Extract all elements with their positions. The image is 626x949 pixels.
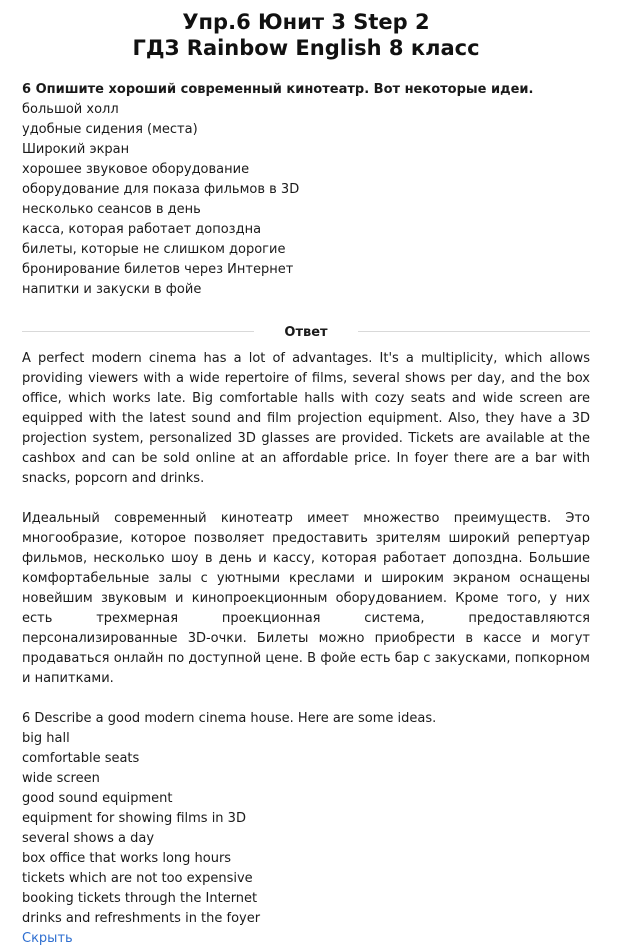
- list-item: оборудование для показа фильмов в 3D: [22, 182, 300, 197]
- list-item: билеты, которые не слишком дорогие: [22, 242, 286, 257]
- hide-translation-link[interactable]: Скрыть: [22, 931, 73, 946]
- list-item: большой холл: [22, 102, 119, 117]
- answer-text-english: A perfect modern cinema has a lot of advantages. It's a multiplicity, which allows providing viewers with a wide repertoire of films, several shows per day, and the box office, which works late. Big comfortable halls with cozy seats and wide screen are equipped with the latest sound and film projection equipment. Also, they have a 3D projection system, personalized 3D glasses are provided. Tickets are available at the cashbox and can be sold online at an affordable price. In foyer there are a bar with snacks, popcorn and drinks.: [22, 351, 590, 486]
- answer-label: Ответ: [276, 323, 335, 343]
- page-content: [22, 0, 590, 949]
- list-item: comfortable seats: [22, 751, 140, 766]
- list-item: несколько сеансов в день: [22, 202, 201, 217]
- list-item: drinks and refreshments in the foyer: [22, 911, 261, 926]
- list-item: напитки и закуски в фойе: [22, 282, 202, 297]
- list-item: хорошее звуковое оборудование: [22, 162, 250, 177]
- title-line-2: ГДЗ Rainbow English 8 класс: [132, 36, 480, 60]
- list-item: Широкий экран: [22, 142, 130, 157]
- list-item: tickets which are not too expensive: [22, 871, 253, 886]
- list-item: бронирование билетов через Интернет: [22, 262, 294, 277]
- task-english: [22, 709, 590, 949]
- task-english-heading: 6 Describe a good modern cinema house. Here are some ideas.: [22, 711, 437, 726]
- list-item: equipment for showing films in 3D: [22, 811, 246, 826]
- answer-divider: [22, 321, 590, 341]
- title-line-1: Упр.6 Юнит 3 Step 2: [182, 10, 430, 34]
- list-item: удобные сидения (места): [22, 122, 198, 137]
- page-title: [22, 9, 590, 61]
- list-item: касса, которая работает допоздна: [22, 222, 262, 237]
- task-russian: [22, 80, 590, 300]
- list-item: box office that works long hours: [22, 851, 232, 866]
- task-russian-heading: 6 Опишите хороший современный кинотеатр. Вот некоторые идеи.: [22, 82, 534, 97]
- divider-line-left: [22, 331, 254, 332]
- list-item: booking tickets through the Internet: [22, 891, 258, 906]
- list-item: big hall: [22, 731, 70, 746]
- divider-line-right: [358, 331, 590, 332]
- answer-text-russian: Идеальный современный кинотеатр имеет множество преимуществ. Это многообразие, которое позволяет предоставить зрителям широкий репертуар фильмов, несколько шоу в день и кассу, которая работает допоздна. Большие комфортабельные залы с уютными креслами и широким экраном оснащены новейшим звуковым и кинопроекционным оборудованием. Кроме того, у них есть трехмерная проекционная система, предоставляются персонализированные 3D-очки. Билеты можно приобрести в кассе и могут продаваться онлайн по доступной цене. В фойе есть бар с закусками, попкорном и напитками.: [22, 511, 590, 686]
- list-item: several shows a day: [22, 831, 155, 846]
- list-item: good sound equipment: [22, 791, 173, 806]
- list-item: wide screen: [22, 771, 100, 786]
